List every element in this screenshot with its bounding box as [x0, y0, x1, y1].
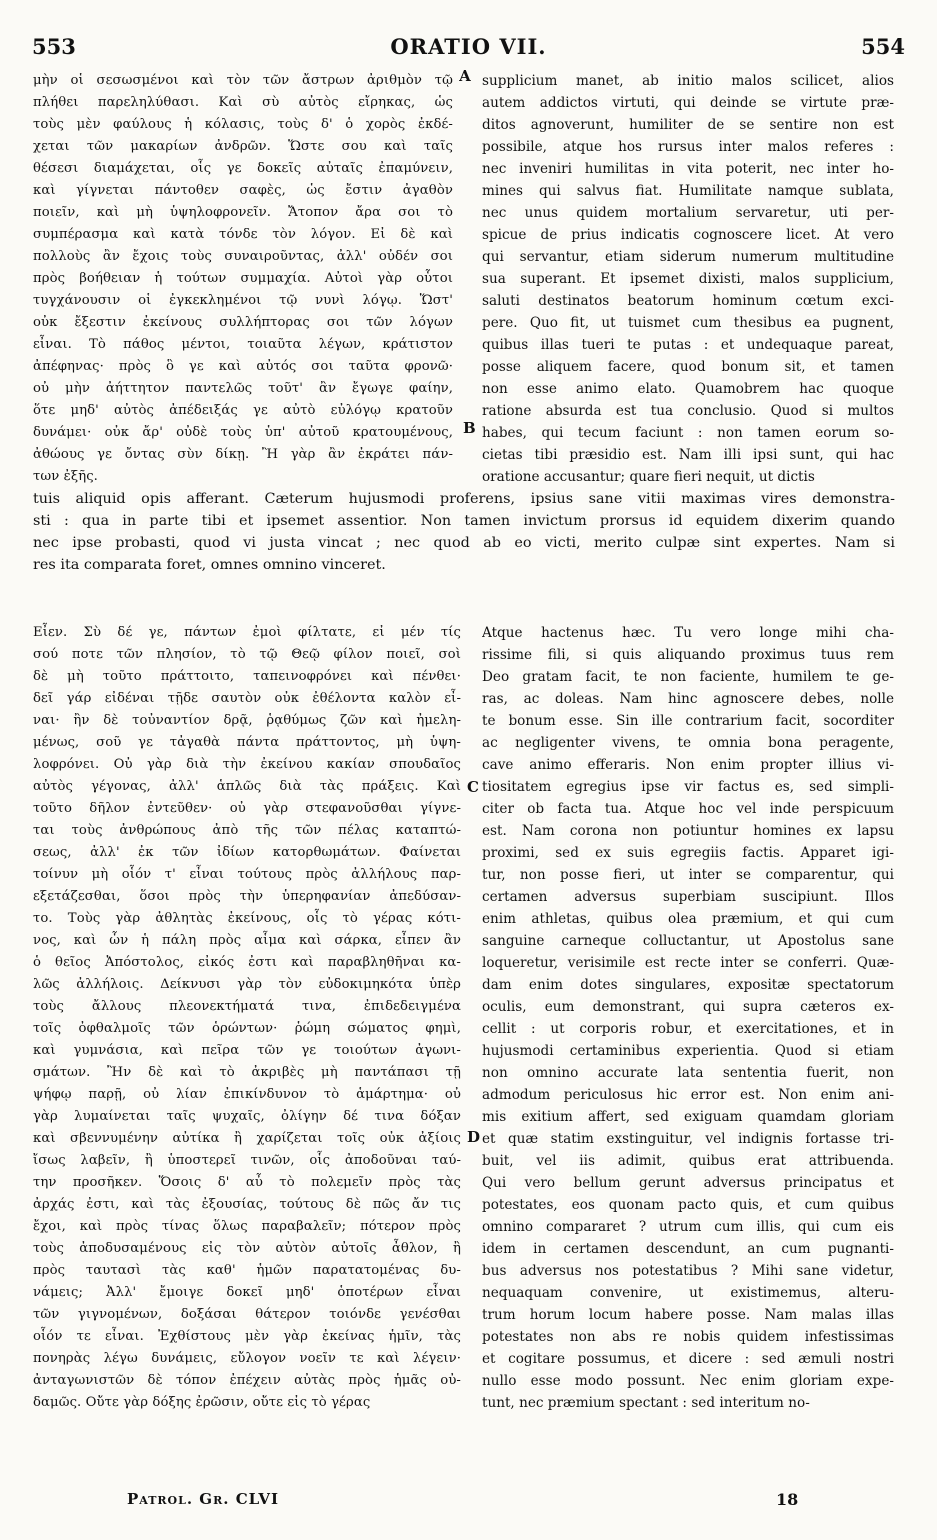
text-line: ἀθώους γε ὄντας σὺν δίκῃ. Ἢ γὰρ ἂν ἐκράτει πάν- — [33, 447, 453, 462]
section2-greek-column — [33, 622, 461, 1414]
page-header — [32, 34, 905, 64]
text-line: bus adversus nos potestatibus ? Mihi sane videtur, — [482, 1263, 894, 1279]
text-line: buit, vel iis adimit, quibus erat attribuenda. — [482, 1153, 894, 1169]
text-line: εξετάζεσθαι, ὅσοι πρὸς τὴν ὑπερηφανίαν ἀπεδύσαν- — [33, 889, 461, 904]
text-line: nequaquam convenire, ut existimemus, alteru- — [482, 1285, 894, 1301]
text-line: σμάτων. Ἢν δὲ καὶ τὸ ἀκριβὲς μὴ παντάπασι τῇ — [33, 1065, 461, 1080]
text-line: δὲ μὴ τοῦτο πράττοιτο, ταπεινοφρόνει καὶ πένθει· — [33, 669, 461, 684]
text-line: πλήθει παρεληλύθασι. Καὶ σὺ αὐτὸς εἴρηκας, ὡς — [33, 95, 453, 110]
text-line: potestates, eos quonam pacto quis, et cum quibus — [482, 1197, 894, 1213]
text-line: γὰρ λυμαίνεται ταῖς ψυχαῖς, ὀλίγην δέ τινα δόξαν — [33, 1109, 461, 1124]
text-line: μὴν οἱ σεσωσμένοι καὶ τὸν τῶν ἄστρων ἀριθμὸν τῷ — [33, 73, 453, 88]
text-line: et cogitare possumus, et dicere : sed æmuli nostri — [482, 1351, 894, 1367]
text-line: μένως, σοῦ γε τἀγαθὰ πάντα πράττοντος, μὴ ὑψη- — [33, 735, 461, 750]
text-line: τοὺς μὲν φαύλους ἡ κόλασις, τοὺς δ' ὁ χορὸς ἐκδέ- — [33, 117, 453, 132]
text-line: την προσῆκεν. Ὅσοις δ' αὖ τὸ πολεμεῖν πρὸς τὰς — [33, 1175, 461, 1190]
text-line: dam enim dotes singulares, expositæ spectatorum — [482, 977, 894, 993]
text-line: Qui vero bellum gerunt adversus principatus et — [482, 1175, 894, 1191]
text-line: πονηρὰς λέγω δυνάμεις, εὔλογον νοεῖν τε καὶ λέγειν· — [33, 1351, 461, 1366]
text-line: ται τοὺς ἀνθρώπους ἀπὸ τῆς τῶν πέλας καταπτώ- — [33, 823, 461, 838]
text-line: citer ob facta tua. Atque hoc vel inde perspicuum — [482, 801, 894, 817]
text-line: ψήφῳ παρῇ, οὐ λίαν ἐπικίνδυνον τὸ ἁμάρτημα· οὐ — [33, 1087, 461, 1102]
text-line: δεῖ γάρ εἰδέναι τῇδε σαυτὸν οὐκ ἐθέλοντα καλὸν εἶ- — [33, 691, 461, 706]
text-line: Atque hactenus hæc. Tu vero longe mihi cha- — [482, 625, 894, 641]
text-line: cietas tibi præsidio est. Nam illi ipsi sunt, qui hac — [482, 447, 894, 463]
text-line: τῶν γιγνομένων, δοξάσαι θάτερον τοιόνδε γενέσθαι — [33, 1307, 461, 1322]
text-line: admodum periculosus hic error est. Non enim ani- — [482, 1087, 894, 1103]
margin-marker-c: C — [467, 778, 479, 796]
text-line: et quæ statim exstinguitur, vel indignis fortasse tri- — [482, 1131, 894, 1147]
text-line: χεται τῶν μακαρίων ἀνδρῶν. Ὥστε σου καὶ ταῖς — [33, 139, 453, 154]
text-line: των ἐξῆς. — [33, 469, 98, 484]
text-line: ac negligenter vivens, te omnia bona peragente, — [482, 735, 894, 751]
text-line: omnino compararet ? utrum cum illis, qui cum eis — [482, 1219, 894, 1235]
text-line: πρὸς βοήθειαν ἡ τούτων συμμαχία. Αὐτοὶ γὰρ οὗτοι — [33, 271, 453, 286]
text-line: tunt, nec præmium spectant : sed interitum no- — [482, 1395, 810, 1411]
text-line: est. Nam corona non potiuntur homines ex lapsu — [482, 823, 894, 839]
text-line: πολλοὺς ἂν ἔχοις τοὺς συναιροῦντας, ἀλλ' οὐδέν σοι — [33, 249, 453, 264]
margin-marker-d: D — [467, 1128, 481, 1146]
running-title: ORATIO VII. — [390, 34, 547, 59]
text-line: idem in certamen descendunt, an cum pugnanti- — [482, 1241, 894, 1257]
text-line: res ita comparata foret, omnes omnino vinceret. — [33, 557, 386, 573]
text-line: πρὸς ταυτασὶ τὰς καθ' ἡμῶν παρατατομένας δυ- — [33, 1263, 461, 1278]
text-line: οὐ μὴν ἀήττητον παντελῶς τοῦτ' ἂν ἔγωγε φαίην, — [33, 381, 453, 396]
section1-greek-column — [33, 70, 453, 488]
text-line: λοφρόνει. Οὐ γὰρ διὰ τὴν ἐκείνου κακίαν σπουδαῖος — [33, 757, 461, 772]
text-line: νος, καὶ ὧν ἡ πάλη πρὸς αἷμα καὶ σάρκα, εἶπεν ἂν — [33, 933, 461, 948]
text-line: saluti destinatos beatorum hominum cœtum exci- — [482, 293, 894, 309]
text-line: ποιεῖν, καὶ μὴ ὑψηλοφρονεῖν. Ἄτοπον ἄρα σοι τὸ — [33, 205, 453, 220]
text-line: Deo gratam facit, te non faciente, humilem te ge- — [482, 669, 894, 685]
page-number-left: 553 — [32, 34, 76, 59]
text-line: oculis, eum demonstrant, qui supra cæteros ex- — [482, 999, 894, 1015]
text-line: non esse animo elato. Quamobrem hac quoque — [482, 381, 894, 397]
text-line: ὅτε μηδ' αὐτὸς ἀπέδειξάς γε αὐτὸ εὐλόγῳ κρατοῦν — [33, 403, 453, 418]
text-line: ἔχοι, καὶ πρὸς τίνας ὅλως παραβαλεῖν; πότερον πρὸς — [33, 1219, 461, 1234]
text-line: τοίνυν μὴ οἷόν τ' εἶναι τούτους πρὸς ἀλλήλους παρ- — [33, 867, 461, 882]
text-line: ἀρχάς ἐστι, καὶ τὰς ἐξουσίας, τούτους δὲ πῶς ἄν τις — [33, 1197, 461, 1212]
text-line: posse aliquem facere, quod bonum sit, et tamen — [482, 359, 894, 375]
text-line: possibile, atque hos rursus inter malos referes : — [482, 139, 894, 155]
text-line: ditos agnoverunt, humiliter de se sentire non est — [482, 117, 894, 133]
text-line: potestates non abs re nobis quidem infestissimas — [482, 1329, 894, 1345]
margin-marker-a: A — [459, 67, 471, 85]
text-line: το. Τοὺς γὰρ ἀθλητὰς ἐκείνους, οἷς τὸ γέρας κότι- — [33, 911, 461, 926]
text-line: τοὺς ἄλλους πλεονεκτήματά τινα, ἐπιδεδειγμένα — [33, 999, 461, 1014]
text-line: mines qui salvus fiat. Humilitate namque sublata, — [482, 183, 894, 199]
text-line: non omnino accurate lata sententia fuerit, non — [482, 1065, 894, 1081]
text-line: καὶ γυμνάσια, καὶ πεῖρα τῶν γε τοιούτων ἀγωνι- — [33, 1043, 461, 1058]
text-line: qui servantur, etiam siderum numerum multitudine — [482, 249, 894, 265]
text-line: τοὺς ἀποδυσαμένους εἰς τὸν αὐτὸν αὐτοῖς ἆθλον, ἢ — [33, 1241, 461, 1256]
text-line: cave animo efferaris. Non enim propter illius vi- — [482, 757, 894, 773]
text-line: δαμῶς. Οὔτε γὰρ δόξης ἐρῶσιν, οὔτε εἰς τὸ γέρας — [33, 1395, 371, 1410]
footer-gathering-number: 18 — [776, 1490, 799, 1509]
text-line: quibus illas tueri te putas : et undequaque pareat, — [482, 337, 894, 353]
text-line: hujusmodi certaminibus experientia. Quod si etiam — [482, 1043, 894, 1059]
text-line: pere. Quo fit, ut tuismet cum thesibus ea pugnent, — [482, 315, 894, 331]
text-line: te bonum esse. Sin ille contrarium facit, socorditer — [482, 713, 894, 729]
text-line: habes, qui tecum faciunt : non tamen eorum so- — [482, 425, 894, 441]
text-line: Εἶεν. Σὺ δέ γε, πάντων ἐμοὶ φίλτατε, εἰ μέν τίς — [33, 625, 461, 640]
text-line: certamen adversus superbiam suscipiunt. Illos — [482, 889, 894, 905]
page-number-right: 554 — [861, 34, 905, 59]
text-line: οὐκ ἔξεστιν ἐκείνους συλλήπτορας σοι τῶν λόγων — [33, 315, 453, 330]
text-line: rissime fili, si quis aliquando proximus tuus rem — [482, 647, 894, 663]
text-line: καὶ γίγνεται πάντοθεν σαφὲς, ὡς ἔστιν ἀγαθὸν — [33, 183, 453, 198]
margin-marker-b: B — [463, 419, 476, 437]
text-line: νάμεις; Ἀλλ' ἔμοιγε δοκεῖ μηδ' ὁποτέρων εἶναι — [33, 1285, 461, 1300]
footer-patrology-signature: Patrol. Gr. CLVI — [127, 1490, 280, 1508]
text-line: ναι· ἢν δὲ τοὐναντίον δρᾷ, ῥᾳθύμως ζῶν καὶ ἠμελη- — [33, 713, 461, 728]
text-line: cellit : ut corporis robur, et exercitationes, et in — [482, 1021, 894, 1037]
text-line: αὐτὸς γέγονας, ἀλλ' ἁπλῶς διὰ τὰς πράξεις. Καὶ — [33, 779, 461, 794]
text-line: συμπέρασμα καὶ κατὰ τόνδε τὸν λόγον. Εἰ δὲ καὶ — [33, 227, 453, 242]
text-line: θέσεσι διαμάχεται, οἷς γε δοκεῖς αὐταῖς ἐπαμύνειν, — [33, 161, 453, 176]
text-line: sti : qua in parte tibi et ipsemet assentior. Non tamen invictum prorsus id equidem dixerim quando — [33, 513, 895, 529]
text-line: δυνάμει· οὐκ ἄρ' οὐδὲ τοὺς ὑπ' αὐτοῦ κρατουμένους, — [33, 425, 453, 440]
text-line: τυγχάνουσιν οἱ ἐγκεκλημένοι τῷ νυνὶ λόγῳ. Ὥστ' — [33, 293, 453, 308]
text-line: τοῦτο δῆλον ἐντεῦθεν· οὐ γὰρ στεφανοῦσθαι γίγνε- — [33, 801, 461, 816]
text-line: tur, non posse fieri, ut inter se comparentur, qui — [482, 867, 894, 883]
text-line: sanguine carneque colluctantur, ut Apostolus sane — [482, 933, 894, 949]
text-line: σού ποτε τῶν πλησίον, τὸ τῷ Θεῷ φίλον ποιεῖ, σοὶ — [33, 647, 461, 662]
text-line: sua superant. Et ipsemet dixisti, malos supplicium, — [482, 271, 894, 287]
text-line: ratione absurda est tua conclusio. Quod si multos — [482, 403, 894, 419]
text-line: ἀνταγωνιστῶν δὲ τόπον ἐπέχειν αὐτὰς πρὸς ἡμᾶς οὐ- — [33, 1373, 461, 1388]
text-line: ἴσως λαβεῖν, ἢ ὑποστερεῖ τινῶν, οἷς ἀποδοῦναι ταύ- — [33, 1153, 461, 1168]
text-line: οἷόν τε εἶναι. Ἐχθίστους μὲν γὰρ ἐκείνας ἡμῖν, τὰς — [33, 1329, 461, 1344]
text-line: loqueretur, verisimile est recte inter se conferri. Quæ- — [482, 955, 894, 971]
text-line: nullo esse modo possunt. Nec enim gloriam expe- — [482, 1373, 894, 1389]
text-line: nec ipse probasti, quod vi justa vincat ; nec quod ab eo victi, merito culpæ sint expertes. Nam si — [33, 535, 895, 551]
text-line: spicue de prius indicatis cognoscere licet. At vero — [482, 227, 894, 243]
text-line: enim athletas, quibus olea præmium, et qui cum — [482, 911, 894, 927]
text-line: λῶς ἀλλήλοις. Δείκνυσι γὰρ τὸν εὐδοκιμηκότα ὑπὲρ — [33, 977, 461, 992]
text-line: autem addictos virtuti, qui deinde se virtute præ- — [482, 95, 894, 111]
text-line: mis exitium affert, sed exiguam quamdam gloriam — [482, 1109, 894, 1125]
text-line: καὶ σβεννυμένην αὐτίκα ἢ χαρίζεται τοῖς οὐκ ἀξίοις — [33, 1131, 461, 1146]
text-line: τοῖς ὀφθαλμοῖς τῶν ὁρώντων· ῥώμη σώματος φημὶ, — [33, 1021, 461, 1036]
text-line: εἶναι. Τὸ πάθος μέντοι, τοιαῦτα λέγων, κράτιστον — [33, 337, 453, 352]
text-line: tiositatem egregius ipse vir factus es, sed simpli- — [482, 779, 894, 795]
text-line: ras, ac doleas. Nam hinc agnoscere debes, nolle — [482, 691, 894, 707]
text-line: trum horum locum habere posse. Nam malas illas — [482, 1307, 894, 1323]
text-line: tuis aliquid opis afferant. Cæterum hujusmodi proferens, ipsius sane vitii maximas vires demonstra- — [33, 491, 895, 507]
text-line: supplicium manet, ab initio malos scilicet, alios — [482, 73, 894, 89]
text-line: nec unus quidem mortalium servaretur, uti per- — [482, 205, 894, 221]
section1-latin-fullwidth — [33, 488, 895, 576]
text-line: σεως, ἀλλ' ἐκ τῶν ἰδίων κατορθωμάτων. Φαίνεται — [33, 845, 461, 860]
text-line: ὁ θεῖος Ἀπόστολος, εἰκός ἐστι καὶ παραβληθῆναι κα- — [33, 955, 461, 970]
section1-latin-column — [482, 70, 894, 488]
text-line: nec inveniri humilitas in vita poterit, nec inter ho- — [482, 161, 894, 177]
section2-latin-column — [482, 622, 894, 1414]
text-line: oratione accusantur; quare fieri nequit, ut dictis — [482, 469, 815, 485]
text-line: ἀπέφηνας· πρὸς ὃ γε καὶ αὐτός σοι ταῦτα φρονῶ· — [33, 359, 453, 374]
text-line: proximi, sed ex suis egregiis factis. Apparet igi- — [482, 845, 894, 861]
